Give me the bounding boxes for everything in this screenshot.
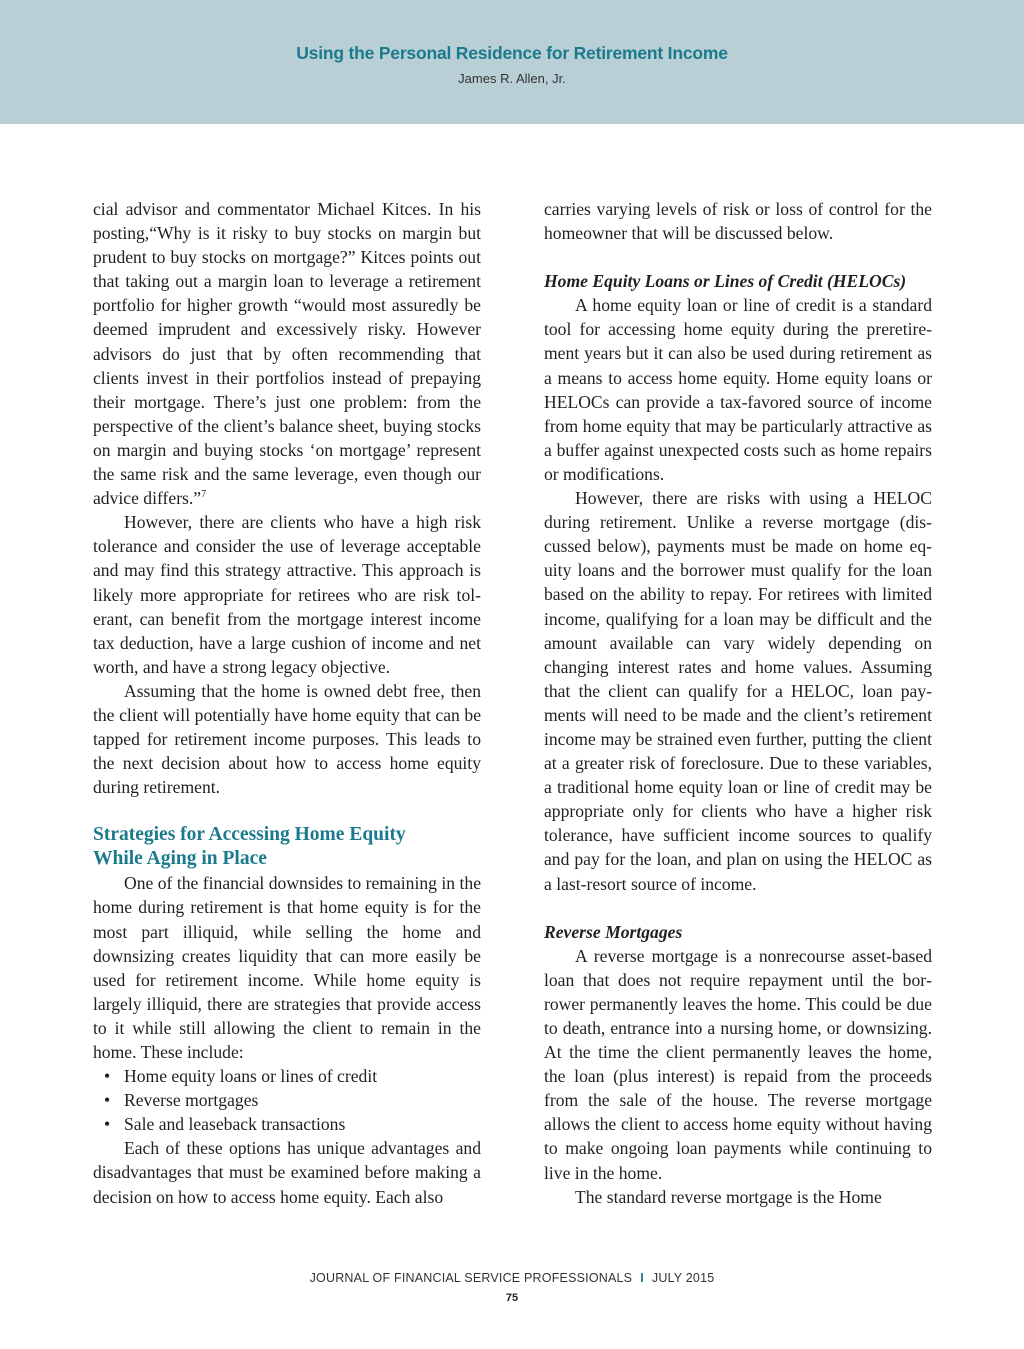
paragraph: A home equity loan or line of credit is a standard tool for accessing home equity during the preretirement years but it can also be used during retirement as a means to access home equity. Home equity loans or HELOCs can provide a tax-favored source of income from home equity that may be particularly attractive as a buffer against unexpected costs such as home repairs or modifications.	[544, 295, 932, 484]
header-band	[0, 0, 1024, 124]
list-item	[104, 1088, 481, 1112]
bullet-list	[93, 1064, 481, 1136]
subsection-heading: Home Equity Loans or Lines of Credit (HELOCs)	[544, 271, 907, 292]
paragraph: Assuming that the home is owned debt free, then the client will potentially have home equity that can be tapped for retirement income purposes. This leads to the next decision about how to access home equity during retirement.	[93, 680, 481, 798]
paragraph: However, there are risks with using a HELOC during retirement. Unlike a reverse mortgage (discussed below), payments must be made on home equity loans and the borrower must qualify for the loan based on the ability to repay. For retirees with limited income, qualifying for a loan may be difficult and the amount available can vary widely depending on changing interest rates and home values. Assuming that the client can qualify for a HELOC, loan payments will need to be made and the client’s retirement income may be strained even further, putting the client at a greater risk of foreclosure. Due to these variables, a traditional home equity loan or line of credit may be appropriate only for clients who have a higher risk tolerance, have sufficient income sources to qualify and pay for the loan, and plan on using the HELOC as a last-resort source of income.	[544, 488, 932, 894]
list-item-text: Sale and leaseback transactions	[124, 1114, 346, 1135]
list-item	[104, 1112, 481, 1136]
page-number: 75	[505, 1292, 519, 1304]
bullet-icon: •	[104, 1066, 111, 1087]
paragraph: Each of these options has unique advantages and disadvantages that must be examined before making a decision on how to access home equity. Each also	[93, 1138, 481, 1207]
right-column	[544, 197, 932, 1209]
bullet-icon: •	[104, 1114, 111, 1135]
paragraph	[93, 197, 481, 510]
article-title: Using the Personal Residence for Retirement Income	[296, 43, 728, 63]
paragraph-text: cial advisor and commentator Michael Kitces. In his posting,“Why is it risky to buy stocks on margin but prudent to buy stocks on mortgage?” Kitces points out that taking out a margin loan to leverage a retirement portfolio for higher growth “would most assuredly be deemed imprudent and excessively risky. However advisors do just that by often recommending that clients invest in their portfolios instead of prepaying their mortgage. There’s just one problem: from the perspective of the client’s balance sheet, buying stocks on margin and buying stocks ‘on mortgage’ represent the same risk and the same leverage, even though our advice differs.”	[93, 199, 481, 509]
paragraph: One of the financial downsides to remaining in the home during retirement is that home equity is for the most part illiquid, while selling the home and downsizing creates liquidity that can more easily be used for retirement income. While home equity is largely illiquid, there are strategies that provide access to it while still allowing the client to remain in the home. These include:	[93, 873, 481, 1062]
footer-separator: I	[640, 1271, 644, 1285]
section-heading	[93, 823, 481, 871]
paragraph: The standard reverse mortgage is the Home	[575, 1186, 882, 1207]
section-heading-line: While Aging in Place	[93, 848, 267, 870]
issue-date: JULY 2015	[651, 1271, 715, 1285]
list-item-text: Home equity loans or lines of credit	[124, 1066, 378, 1087]
list-item	[104, 1064, 481, 1088]
running-footer	[0, 1271, 1024, 1285]
paragraph: A reverse mortgage is a nonrecourse asset-based loan that does not require repayment until the borrower permanently leaves the home. This could be due to death, entrance into a nursing home, or downsizing. At the time the client permanently leaves the home, the loan (plus interest) is repaid from the proceeds from the sale of the house. The reverse mortgage allows the client to access home equity without having to make ongoing loan payments while continuing to live in the home.	[544, 945, 932, 1183]
article-author: James R. Allen, Jr.	[458, 71, 566, 86]
footnote-marker: 7	[201, 489, 207, 501]
journal-name: JOURNAL OF FINANCIAL SERVICE PROFESSIONALS	[309, 1271, 633, 1285]
bullet-icon: •	[104, 1090, 111, 1111]
paragraph: carries varying levels of risk or loss of control for the homeowner that will be discussed below.	[544, 199, 932, 244]
left-column	[93, 197, 481, 1209]
subsection-heading: Reverse Mortgages	[544, 921, 683, 942]
list-item-text: Reverse mortgages	[124, 1090, 259, 1111]
section-heading-line: Strategies for Accessing Home Equity	[93, 824, 406, 846]
paragraph: However, there are clients who have a high risk tolerance and consider the use of leverage acceptable and may find this strategy attractive. This approach is likely more appropriate for retirees who are risk tolerant, can benefit from the mortgage interest income tax deduction, have a large cushion of income and net worth, and have a strong legacy objective.	[93, 512, 481, 677]
